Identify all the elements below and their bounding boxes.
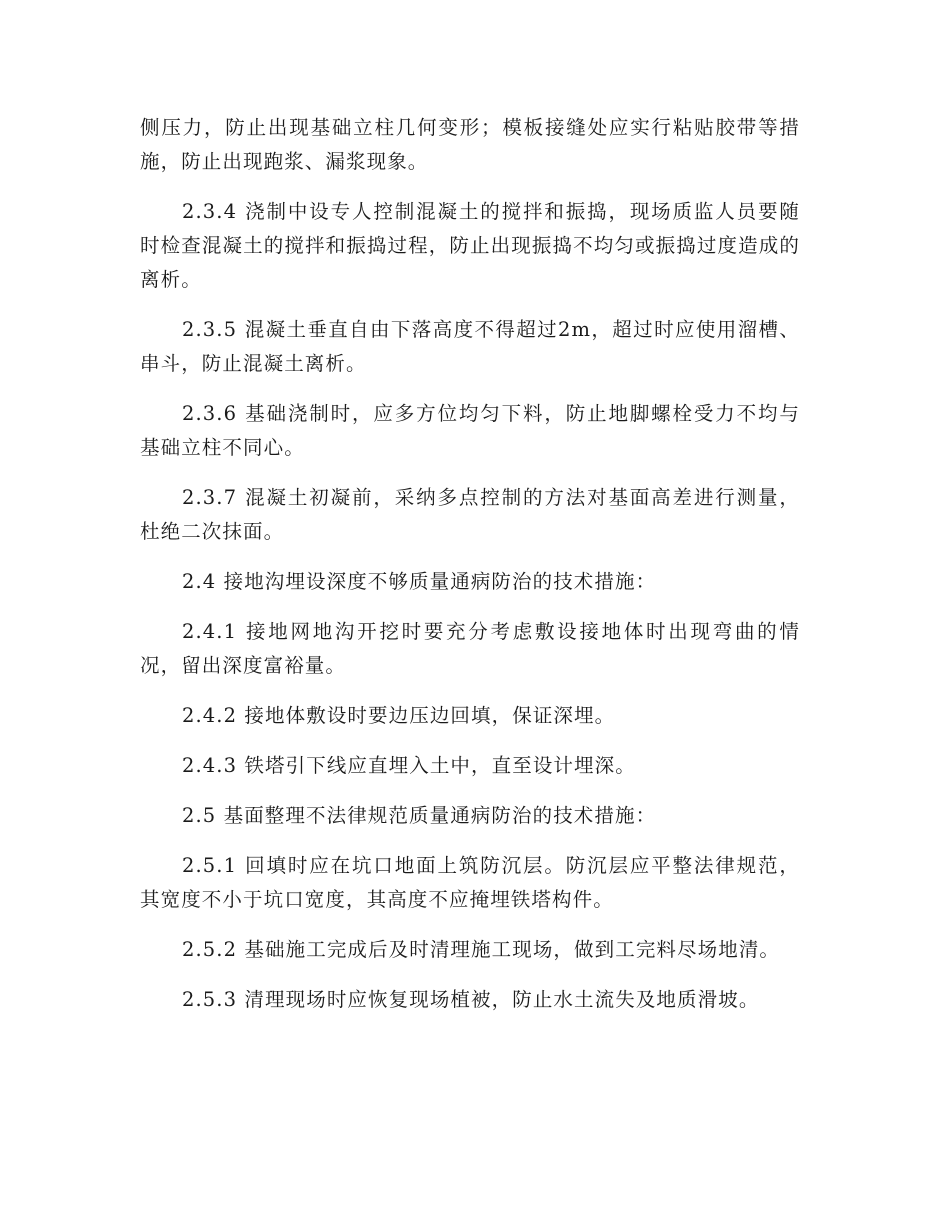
paragraph-2-4-2: 2.4.2 接地体敷设时要边压边回填，保证深埋。 bbox=[182, 704, 616, 727]
paragraph-2-3-7: 2.3.7 混凝土初凝前，采纳多点控制的方法对基面高差进行测量，杜绝二次抹面。 bbox=[140, 486, 800, 543]
paragraph-2-3-5: 2.3.5 混凝土垂直自由下落高度不得超过2m，超过时应使用溜槽、串斗，防止混凝土离析。 bbox=[140, 318, 800, 375]
section-heading-2-4: 2.4 接地沟埋设深度不够质量通病防治的技术措施： bbox=[182, 570, 657, 593]
paragraph-2-5-3: 2.5.3 清理现场时应恢复现场植被，防止水土流失及地质滑坡。 bbox=[182, 988, 760, 1011]
paragraph-2-3-4: 2.3.4 浇制中设专人控制混凝土的搅拌和振捣，现场质监人员要随时检查混凝土的搅拌和振捣过程，防止出现振捣不均匀或振捣过度造成的离析。 bbox=[140, 200, 800, 291]
paragraph-2-5-1: 2.5.1 回填时应在坑口地面上筑防沉层。防沉层应平整法律规范，其宽度不小于坑口宽度，其高度不应掩埋铁塔构件。 bbox=[140, 854, 800, 911]
paragraph-continuation: 侧压力，防止出现基础立柱几何变形；模板接缝处应实行粘贴胶带等措施，防止出现跑浆、漏浆现象。 bbox=[140, 116, 800, 173]
paragraph-2-5-2: 2.5.2 基础施工完成后及时清理施工现场，做到工完料尽场地清。 bbox=[182, 938, 781, 961]
document-body bbox=[140, 111, 800, 1033]
paragraph-2-4-1: 2.4.1 接地网地沟开挖时要充分考虑敷设接地体时出现弯曲的情况，留出深度富裕量。 bbox=[140, 620, 800, 677]
paragraph-2-4-3: 2.4.3 铁塔引下线应直埋入土中，直至设计埋深。 bbox=[182, 754, 636, 777]
paragraph-2-3-6: 2.3.6 基础浇制时，应多方位均匀下料，防止地脚螺栓受力不均与基础立柱不同心。 bbox=[140, 402, 800, 459]
section-heading-2-5: 2.5 基面整理不法律规范质量通病防治的技术措施： bbox=[182, 804, 657, 827]
